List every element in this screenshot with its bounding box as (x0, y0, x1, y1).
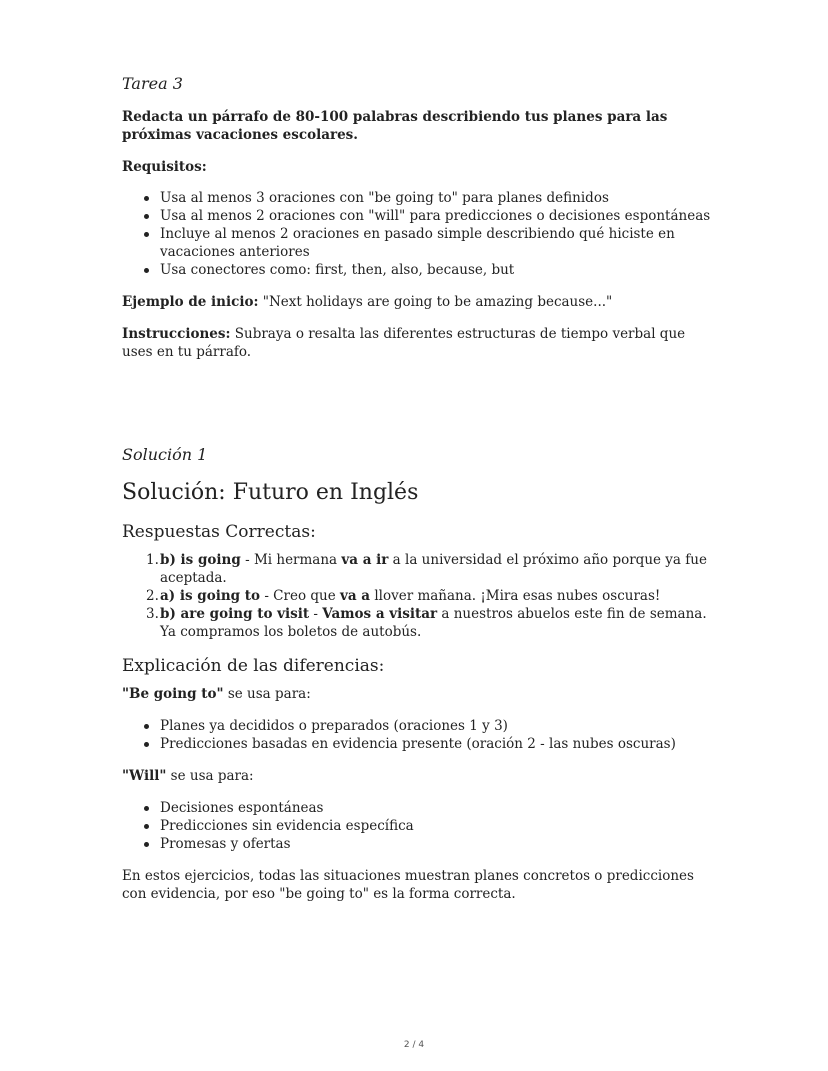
list-item (146, 605, 712, 641)
list-item: Usa conectores como: first, then, also, because, but (160, 261, 712, 279)
answers-list (122, 551, 712, 641)
answer-text: a nuestros abuelos este fin de semana. Ya compramos los boletos de autobús. (160, 606, 707, 640)
answer-choice: b) is going (160, 552, 241, 568)
list-item (146, 587, 712, 605)
list-item: Usa al menos 2 oraciones con "will" para predicciones o decisiones espontáneas (160, 208, 711, 224)
answer-text: llover mañana. ¡Mira esas nubes oscuras! (370, 588, 661, 604)
instructions-paragraph (122, 325, 712, 361)
list-item: Predicciones sin evidencia específica (160, 817, 712, 835)
explanation-heading: Explicación de las diferencias: (122, 656, 385, 676)
answer-choice: b) are going to visit (160, 606, 310, 622)
will-label: "Will" (122, 768, 167, 784)
answer-highlight: va a (339, 588, 371, 604)
task-3-prompt: Redacta un párrafo de 80-100 palabras describiendo tus planes para las próximas vacaciones escolares. (122, 109, 668, 143)
solution-1-label: Solución 1 (122, 445, 208, 464)
document-page (122, 74, 712, 903)
going-to-intro (122, 685, 712, 703)
going-to-uses-list (122, 717, 712, 753)
answer-highlight: va a ir (341, 552, 389, 568)
list-item: Incluye al menos 2 oraciones en pasado simple describiendo qué hiciste en vacaciones anteriores (160, 225, 712, 261)
list-item: Promesas y ofertas (160, 835, 712, 853)
will-suffix: se usa para: (166, 768, 254, 784)
answer-text: - Creo que (260, 588, 340, 604)
list-item (146, 551, 712, 587)
example-paragraph (122, 293, 712, 311)
task-3-label: Tarea 3 (122, 74, 183, 93)
list-item: Decisiones espontáneas (160, 799, 712, 817)
example-text: "Next holidays are going to be amazing because..." (258, 294, 613, 310)
answer-highlight: Vamos a visitar (322, 606, 438, 622)
answer-text: a la universidad el próximo año porque ya fue aceptada. (160, 552, 707, 586)
instructions-label: Instrucciones: (122, 326, 231, 342)
example-label: Ejemplo de inicio: (122, 294, 259, 310)
answer-text: - Mi hermana (240, 552, 342, 568)
will-intro (122, 767, 712, 785)
instructions-text: Subraya o resalta las diferentes estructuras de tiempo verbal que uses en tu párrafo. (122, 326, 686, 360)
list-item: Usa al menos 3 oraciones con "be going to" para planes definidos (160, 189, 712, 207)
answers-heading: Respuestas Correctas: (122, 522, 316, 542)
item-number: 3. (146, 606, 159, 622)
item-number: 1. (146, 552, 159, 568)
going-to-label: "Be going to" (122, 686, 224, 702)
list-item: Planes ya decididos o preparados (oraciones 1 y 3) (160, 717, 712, 735)
list-item: Predicciones basadas en evidencia presente (oración 2 - las nubes oscuras) (160, 735, 712, 753)
requirements-label: Requisitos: (122, 159, 207, 175)
answer-choice: a) is going to (160, 588, 261, 604)
conclusion-paragraph: En estos ejercicios, todas las situaciones muestran planes concretos o predicciones con evidencia, por eso "be going to" es la forma correcta. (122, 868, 694, 902)
going-to-suffix: se usa para: (223, 686, 311, 702)
answer-text: - (309, 606, 323, 622)
will-uses-list (122, 799, 712, 853)
item-number: 2. (146, 588, 159, 604)
solution-title: Solución: Futuro en Inglés (122, 480, 419, 505)
page-number: 2 / 4 (403, 1040, 425, 1050)
requirements-list (122, 189, 712, 279)
